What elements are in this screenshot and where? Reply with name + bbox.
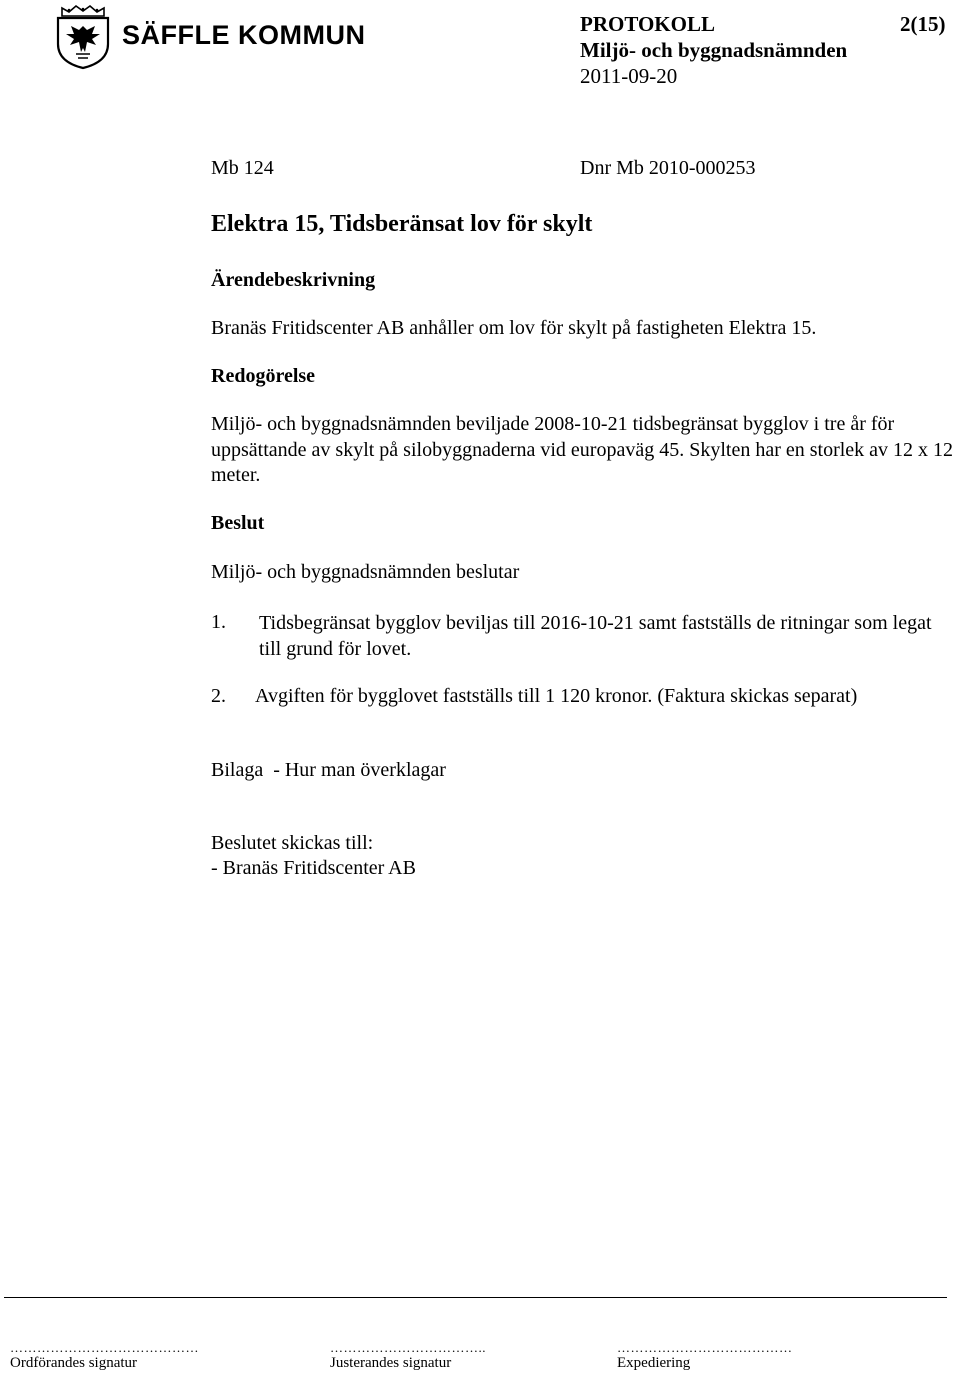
signature-label-adjuster: Justerandes signatur — [330, 1355, 452, 1371]
meeting-date: 2011-09-20 — [580, 64, 678, 88]
decision-number: 1. — [211, 611, 226, 633]
page-number: 2(15) — [900, 12, 946, 36]
attachment-line: Bilaga - Hur man överklagar — [211, 759, 446, 781]
paragraph-reference: Mb 124 — [211, 157, 274, 179]
footer-divider — [4, 1297, 947, 1298]
document-type: PROTOKOLL — [580, 12, 715, 36]
signature-line: …………………………….. — [330, 1340, 486, 1355]
section-heading-beslut: Beslut — [211, 512, 265, 534]
logo-text: SÄFFLE KOMMUN — [122, 20, 366, 50]
decision-number: 2. — [211, 685, 226, 707]
distribution-recipient: - Branäs Fritidscenter AB — [211, 857, 416, 879]
decision-text: Avgiften för bygglovet fastställs till 1 120 kronor. (Faktura skickas separat) — [255, 685, 858, 707]
signature-line: …………………………………… — [10, 1340, 199, 1355]
decision-text: Tidsbegränsat bygglov beviljas till 2016-10-21 samt fastställs de ritningar som legat till grund för lovet. — [259, 612, 932, 660]
beslutar-text: Miljö- och byggnadsnämnden beslutar — [211, 561, 520, 583]
board-name: Miljö- och byggnadsnämnden — [580, 38, 848, 62]
section-heading-redogorelse: Redogörelse — [211, 365, 316, 387]
section-heading-arendebeskrivning: Ärendebeskrivning — [211, 269, 376, 291]
signature-label-dispatch: Expediering — [617, 1355, 691, 1371]
redogorelse-text: Miljö- och byggnadsnämnden beviljade 2008-10-21 tidsbegränsat bygglov i tre år för uppsättande av skylt på silobyggnaderna vid europaväg 45. Skylten har en storlek av 12 x 12 meter. — [211, 413, 954, 486]
municipal-crest-icon — [52, 4, 114, 70]
diary-number: Dnr Mb 2010-000253 — [580, 157, 756, 179]
signature-line: ………………………………… — [617, 1340, 793, 1355]
signature-label-chair: Ordförandes signatur — [10, 1355, 138, 1371]
arendebeskrivning-text: Branäs Fritidscenter AB anhåller om lov för skylt på fastigheten Elektra 15. — [211, 317, 817, 339]
distribution-label: Beslutet skickas till: — [211, 832, 374, 854]
case-title: Elektra 15, Tidsberänsat lov för skylt — [211, 211, 593, 237]
